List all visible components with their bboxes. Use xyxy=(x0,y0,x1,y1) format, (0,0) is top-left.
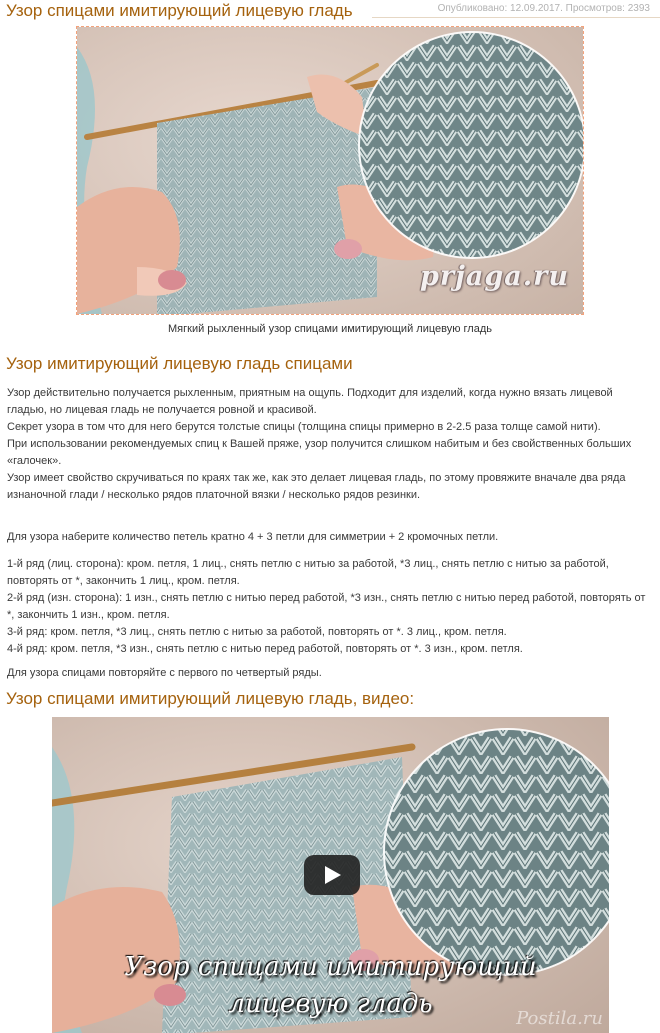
paragraph-curling-edges: Узор имеет свойство скручиваться по краях так же, как это делает лицевая гладь, по этому провяжите вначале два ряда изнаночной глади / несколько рядов платочной вязки / несколько рядов резинки. xyxy=(7,472,626,501)
repeat-note: Для узора спицами повторяйте с первого по четвертый ряды. xyxy=(7,667,322,679)
video-title-line-1: Узор спицами имитирующий xyxy=(124,952,537,982)
video-player[interactable] xyxy=(52,717,609,1033)
intro-paragraph xyxy=(7,385,647,504)
row-1-instruction: 1-й ряд (лиц. сторона): кром. петля, 1 лиц., снять петлю с нитью за работой, *3 лиц., снять петлю с нитью за работой, повторять от *, закончить 1 лиц., кром. петля. xyxy=(7,558,609,587)
row-3-instruction: 3-й ряд: кром. петля, *3 лиц., снять петлю с нитью за работой, повторять от *. 3 лиц., кром. петля. xyxy=(7,626,507,638)
row-4-instruction: 4-й ряд: кром. петля, *3 изн., снять петлю с нитью перед работой, повторять от *. 3 изн., кром. петля. xyxy=(7,643,523,655)
header-divider xyxy=(372,17,660,18)
article-heading: Узор имитирующий лицевую гладь спицами xyxy=(6,354,353,373)
post-meta: Опубликовано: 12.09.2017. Просмотров: 2393 xyxy=(437,3,650,14)
post-title[interactable]: Узор спицами имитирующий лицевую гладь xyxy=(6,1,353,20)
paragraph-needle-secret: Секрет узора в том что для него берутся толстые спицы (толщина спицы примерно в 2-2.5 раза толще самой нити). xyxy=(7,421,601,433)
photo-watermark: prjaga.ru xyxy=(420,261,569,292)
play-button[interactable] xyxy=(304,855,360,895)
paragraph-recommended-needles: При использовании рекомендуемых спиц к Вашей пряже, узор получится слишком набитым и без свойственных больших «галочек». xyxy=(7,438,632,467)
post-header xyxy=(0,0,660,24)
video-title-line-2: лицевую гладь xyxy=(228,989,433,1019)
paragraph-texture: Узор действительно получается рыхленным, приятным на ощупь. Подходит для изделий, когда нужно вязать лицевой гладью, но лицевая гладь не получается ровной и красивой. xyxy=(7,387,613,416)
corner-watermark: Postila.ru xyxy=(516,1008,603,1029)
knitting-photo[interactable] xyxy=(76,26,584,315)
photo-caption: Мягкий рыхленный узор спицами имитирующий лицевую гладь xyxy=(168,323,492,335)
video-heading: Узор спицами имитирующий лицевую гладь, видео: xyxy=(6,689,415,708)
row-instructions xyxy=(7,556,647,658)
play-icon xyxy=(325,866,341,884)
cast-on-paragraph: Для узора наберите количество петель кратно 4 + 3 петли для симметрии + 2 кромочных петли. xyxy=(7,531,499,543)
row-2-instruction: 2-й ряд (изн. сторона): 1 изн., снять петлю с нитью перед работой, *3 изн., снять петлю с нитью перед работой, повторять от *, закончить 1 изн., кром. петля. xyxy=(7,592,646,621)
